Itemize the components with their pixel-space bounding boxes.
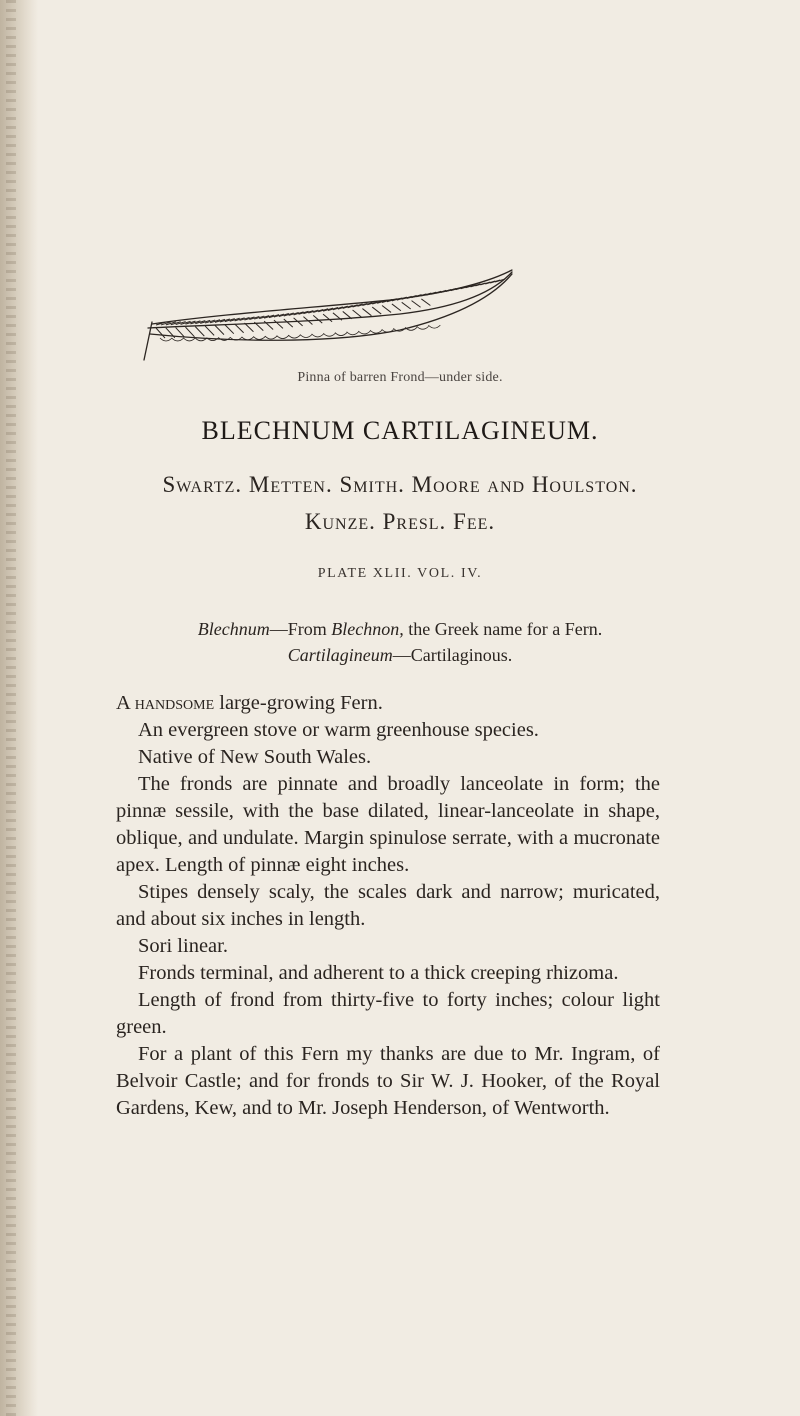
- authorities-line-2: Kunze. Presl. Fee.: [304, 509, 496, 534]
- species-term: Cartilagineum: [287, 645, 393, 665]
- page-binding-edge: [0, 0, 38, 1416]
- etymology: [0, 616, 800, 668]
- plate-reference: PLATE XLII. VOL. IV.: [317, 566, 483, 581]
- etymology-genus: [0, 616, 800, 642]
- authorities: [0, 466, 800, 540]
- figure-caption: Pinna of barren Frond—under side.: [297, 370, 503, 385]
- description-paragraph: Fronds terminal, and adherent to a thick creeping rhizoma.: [138, 962, 619, 984]
- description-paragraph: Sori linear.: [138, 935, 228, 957]
- description-paragraph: For a plant of this Fern my thanks are due to Mr. Ingram, of Belvoir Castle; and for fronds to Sir W. J. Hooker, of the Royal Gardens, Kew, and to Mr. Joseph Henderson, of Wentworth.: [116, 1043, 660, 1119]
- lead-words: A handsome: [116, 692, 215, 714]
- genus-from: —From: [269, 619, 332, 639]
- fern-pinna-illustration: [140, 262, 520, 362]
- genus-source: Blechnon,: [331, 619, 404, 639]
- description-paragraph: The fronds are pinnate and broadly lanceolate in form; the pinnæ sessile, with the base dilated, linear-lanceolate in shape, oblique, and undulate. Margin spinulose serrate, with a mucronate apex. Length of pinnæ eight inches.: [116, 773, 660, 876]
- genus-term: Blechnum: [197, 619, 270, 639]
- description: [116, 690, 660, 1122]
- species-meaning: —Cartilaginous.: [392, 645, 513, 665]
- description-paragraph: An evergreen stove or warm greenhouse species.: [138, 719, 539, 741]
- etymology-species: [0, 642, 800, 668]
- genus-rest: the Greek name for a Fern.: [403, 619, 603, 639]
- description-paragraph: A handsome large-growing Fern.: [116, 692, 383, 714]
- page-title: BLECHNUM CARTILAGINEUM.: [201, 416, 599, 445]
- description-paragraph: Length of frond from thirty-five to forty inches; colour light green.: [116, 989, 660, 1038]
- description-paragraph: Stipes densely scaly, the scales dark and narrow; muricated, and about six inches in length.: [116, 881, 660, 930]
- authorities-line-1: Swartz. Metten. Smith. Moore and Houlston.: [162, 472, 638, 497]
- description-paragraph: Native of New South Wales.: [138, 746, 372, 768]
